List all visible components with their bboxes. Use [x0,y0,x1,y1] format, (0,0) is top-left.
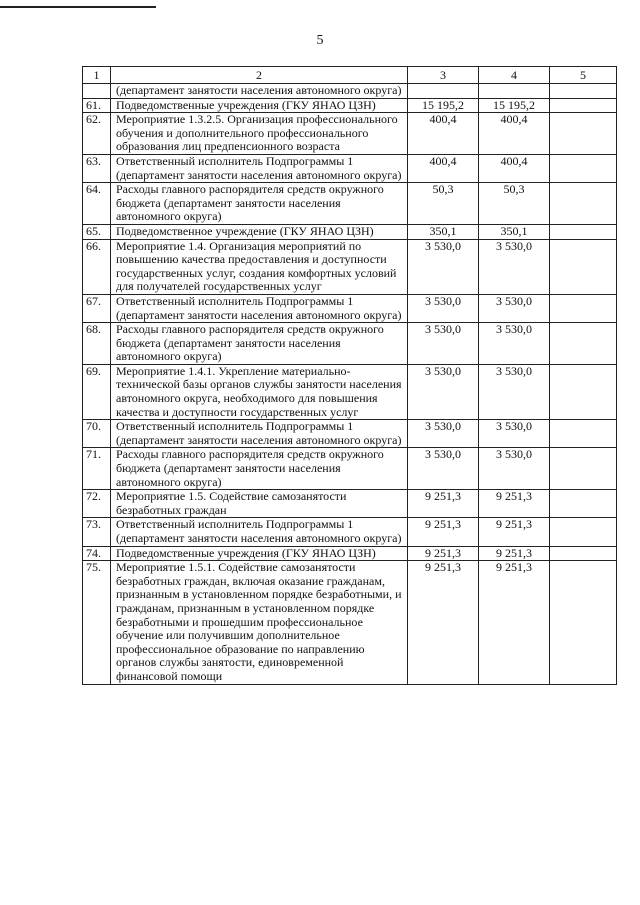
table-row [83,183,617,225]
table-row [83,154,617,182]
row-value-col5-cell [550,98,617,113]
row-number-cell: 67. [83,294,111,322]
table-row [83,323,617,365]
row-value-col5-cell [550,239,617,294]
row-value-col4-cell: 9 251,3 [479,518,550,546]
row-description-cell: Мероприятие 1.5. Содействие самозанятости безработных граждан [111,490,408,518]
row-value-col5-cell [550,561,617,684]
row-number-cell: 62. [83,113,111,155]
row-value-col5-cell [550,154,617,182]
row-description-cell: Ответственный исполнитель Подпрограммы 1 (департамент занятости населения автономного округа) [111,518,408,546]
row-number-cell: 68. [83,323,111,365]
row-number-cell: 72. [83,490,111,518]
row-value-col4-cell: 15 195,2 [479,98,550,113]
row-value-col4-cell: 3 530,0 [479,420,550,448]
row-value-col3-cell: 9 251,3 [408,490,479,518]
header-col-1: 1 [83,67,111,84]
row-number-cell: 69. [83,364,111,419]
row-value-col3-cell [408,84,479,99]
row-number-cell: 70. [83,420,111,448]
table-row [83,546,617,561]
budget-table [82,66,617,685]
row-value-col5-cell [550,490,617,518]
row-description-cell: (департамент занятости населения автономного округа) [111,84,408,99]
table-row [83,98,617,113]
row-number-cell: 71. [83,448,111,490]
row-description-cell: Ответственный исполнитель Подпрограммы 1 (департамент занятости населения автономного округа) [111,294,408,322]
table-row [83,490,617,518]
row-value-col4-cell: 3 530,0 [479,294,550,322]
table-row [83,364,617,419]
row-number-cell: 73. [83,518,111,546]
row-description-cell: Расходы главного распорядителя средств окружного бюджета (департамент занятости населения автономного округа) [111,448,408,490]
row-value-col3-cell: 9 251,3 [408,561,479,684]
row-value-col4-cell: 3 530,0 [479,364,550,419]
row-value-col3-cell: 3 530,0 [408,448,479,490]
row-value-col5-cell [550,364,617,419]
row-number-cell: 61. [83,98,111,113]
row-number-cell: 74. [83,546,111,561]
table-row [83,224,617,239]
header-col-3: 3 [408,67,479,84]
row-value-col3-cell: 350,1 [408,224,479,239]
row-value-col4-cell: 9 251,3 [479,546,550,561]
row-value-col5-cell [550,323,617,365]
row-value-col5-cell [550,183,617,225]
row-description-cell: Мероприятие 1.3.2.5. Организация профессионального обучения и дополнительного профессионального образования лиц предпенсионного возраста [111,113,408,155]
row-description-cell: Ответственный исполнитель Подпрограммы 1 (департамент занятости населения автономного округа) [111,154,408,182]
row-description-cell: Расходы главного распорядителя средств окружного бюджета (департамент занятости населения автономного округа) [111,183,408,225]
row-number-cell: 66. [83,239,111,294]
table-row [83,518,617,546]
table-row [83,84,617,99]
row-description-cell: Подведомственные учреждения (ГКУ ЯНАО ЦЗН) [111,98,408,113]
row-value-col5-cell [550,294,617,322]
header-col-4: 4 [479,67,550,84]
row-description-cell: Мероприятие 1.4.1. Укрепление материально-технической базы органов службы занятости населения автономного округа, необходимого для повышения качества и доступности государственных услуг [111,364,408,419]
row-number-cell: 65. [83,224,111,239]
row-number-cell: 63. [83,154,111,182]
row-value-col4-cell: 350,1 [479,224,550,239]
row-number-cell: 75. [83,561,111,684]
row-description-cell: Подведомственное учреждение (ГКУ ЯНАО ЦЗН) [111,224,408,239]
row-number-cell [83,84,111,99]
row-value-col3-cell: 3 530,0 [408,364,479,419]
row-value-col4-cell: 9 251,3 [479,561,550,684]
row-value-col4-cell: 400,4 [479,154,550,182]
row-description-cell: Расходы главного распорядителя средств окружного бюджета (департамент занятости населения автономного округа) [111,323,408,365]
table-row [83,561,617,684]
row-value-col4-cell: 3 530,0 [479,448,550,490]
row-value-col4-cell: 3 530,0 [479,323,550,365]
row-value-col3-cell: 15 195,2 [408,98,479,113]
header-col-2: 2 [111,67,408,84]
row-value-col5-cell [550,448,617,490]
row-value-col5-cell [550,420,617,448]
row-value-col3-cell: 400,4 [408,154,479,182]
row-value-col3-cell: 3 530,0 [408,294,479,322]
row-value-col5-cell [550,113,617,155]
row-value-col4-cell [479,84,550,99]
row-value-col3-cell: 9 251,3 [408,546,479,561]
row-description-cell: Ответственный исполнитель Подпрограммы 1 (департамент занятости населения автономного округа) [111,420,408,448]
row-value-col5-cell [550,546,617,561]
row-description-cell: Мероприятие 1.4. Организация мероприятий по повышению качества предоставления и доступности государственных услуг, создания комфортных условий для получателей государственных услуг [111,239,408,294]
row-description-cell: Мероприятие 1.5.1. Содействие самозанятости безработных граждан, включая оказание гражданам, признанным в установленном порядке безработными, и гражданам, признанным в установленном порядке безработными и прошедшим профессиональное обучение или получившим дополнительное профессиональное образование по направлению органов службы занятости, единовременной финансовой помощи [111,561,408,684]
row-value-col4-cell: 400,4 [479,113,550,155]
table-row [83,420,617,448]
row-value-col3-cell: 3 530,0 [408,239,479,294]
table-row [83,113,617,155]
table-row [83,239,617,294]
row-value-col3-cell: 3 530,0 [408,420,479,448]
row-value-col5-cell [550,224,617,239]
row-value-col3-cell: 3 530,0 [408,323,479,365]
table-row [83,294,617,322]
row-value-col5-cell [550,84,617,99]
table-row [83,448,617,490]
table-header-row [83,67,617,84]
header-col-5: 5 [550,67,617,84]
row-description-cell: Подведомственные учреждения (ГКУ ЯНАО ЦЗН) [111,546,408,561]
row-value-col3-cell: 9 251,3 [408,518,479,546]
row-value-col4-cell: 3 530,0 [479,239,550,294]
row-number-cell: 64. [83,183,111,225]
row-value-col5-cell [550,518,617,546]
row-value-col4-cell: 50,3 [479,183,550,225]
row-value-col3-cell: 400,4 [408,113,479,155]
row-value-col4-cell: 9 251,3 [479,490,550,518]
page-number: 5 [316,33,324,48]
row-value-col3-cell: 50,3 [408,183,479,225]
top-rule-line [0,6,156,8]
